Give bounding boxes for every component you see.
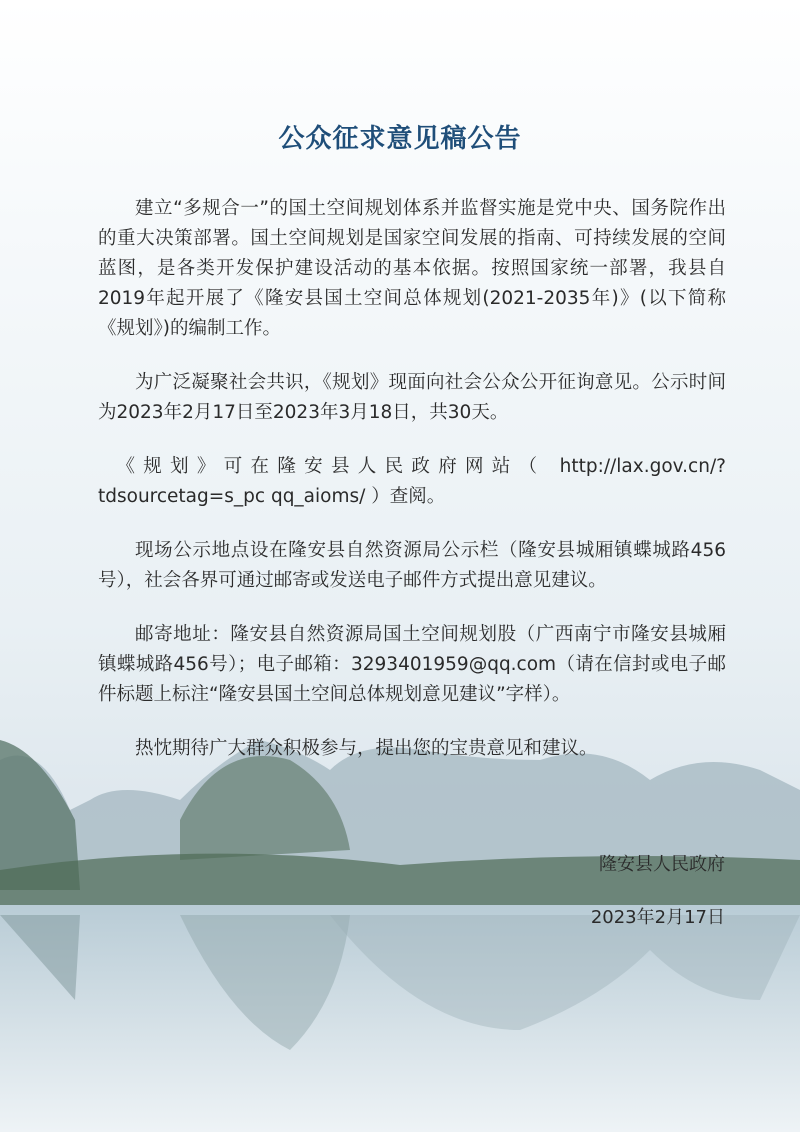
paragraph-background: 建立“多规合一”的国土空间规划体系并监督实施是党中央、国务院作出的重大决策部署。国土空间规划是国家空间发展的指南、可持续发展的空间蓝图，是各类开发保护建设活动的基本依据。按照国家统一部署，我县自2019年起开展了《隆安县国土空间总体规划(2021-2035年)》(以下简称《规划》)的编制工作。 [98,198,726,339]
issue-date: 2023年2月17日 [590,907,725,928]
paragraph-onsite-location: 现场公示地点设在隆安县自然资源局公示栏（隆安县城厢镇蝶城路456号），社会各界可通过邮寄或发送电子邮件方式提出意见建议。 [98,540,726,591]
page-title: 公众征求意见稿公告 [278,124,522,154]
paragraph-contact: 邮寄地址：隆安县自然资源局国土空间规划股（广西南宁市隆安县城厢镇蝶城路456号）；电子邮箱：3293401959@qq.com（请在信封或电子邮件标题上标注“隆安县国土空间总体规划意见建议”字样）。 [98,624,726,705]
issuer-name: 隆安县人民政府 [599,854,725,875]
announcement-body [98,194,726,788]
paragraph-consultation-period: 为广泛凝聚社会共识，《规划》现面向社会公众公开征询意见。公示时间为2023年2月17日至2023年3月18日，共30天。 [98,372,726,423]
paragraph-website: 《规划》可在隆安县人民政府网站（ http://lax.gov.cn/?tdsourcetag=s_pc qq_aioms/ ）查阅。 [98,456,726,507]
paragraph-closing: 热忱期待广大群众积极参与，提出您的宝贵意见和建议。 [135,738,598,759]
